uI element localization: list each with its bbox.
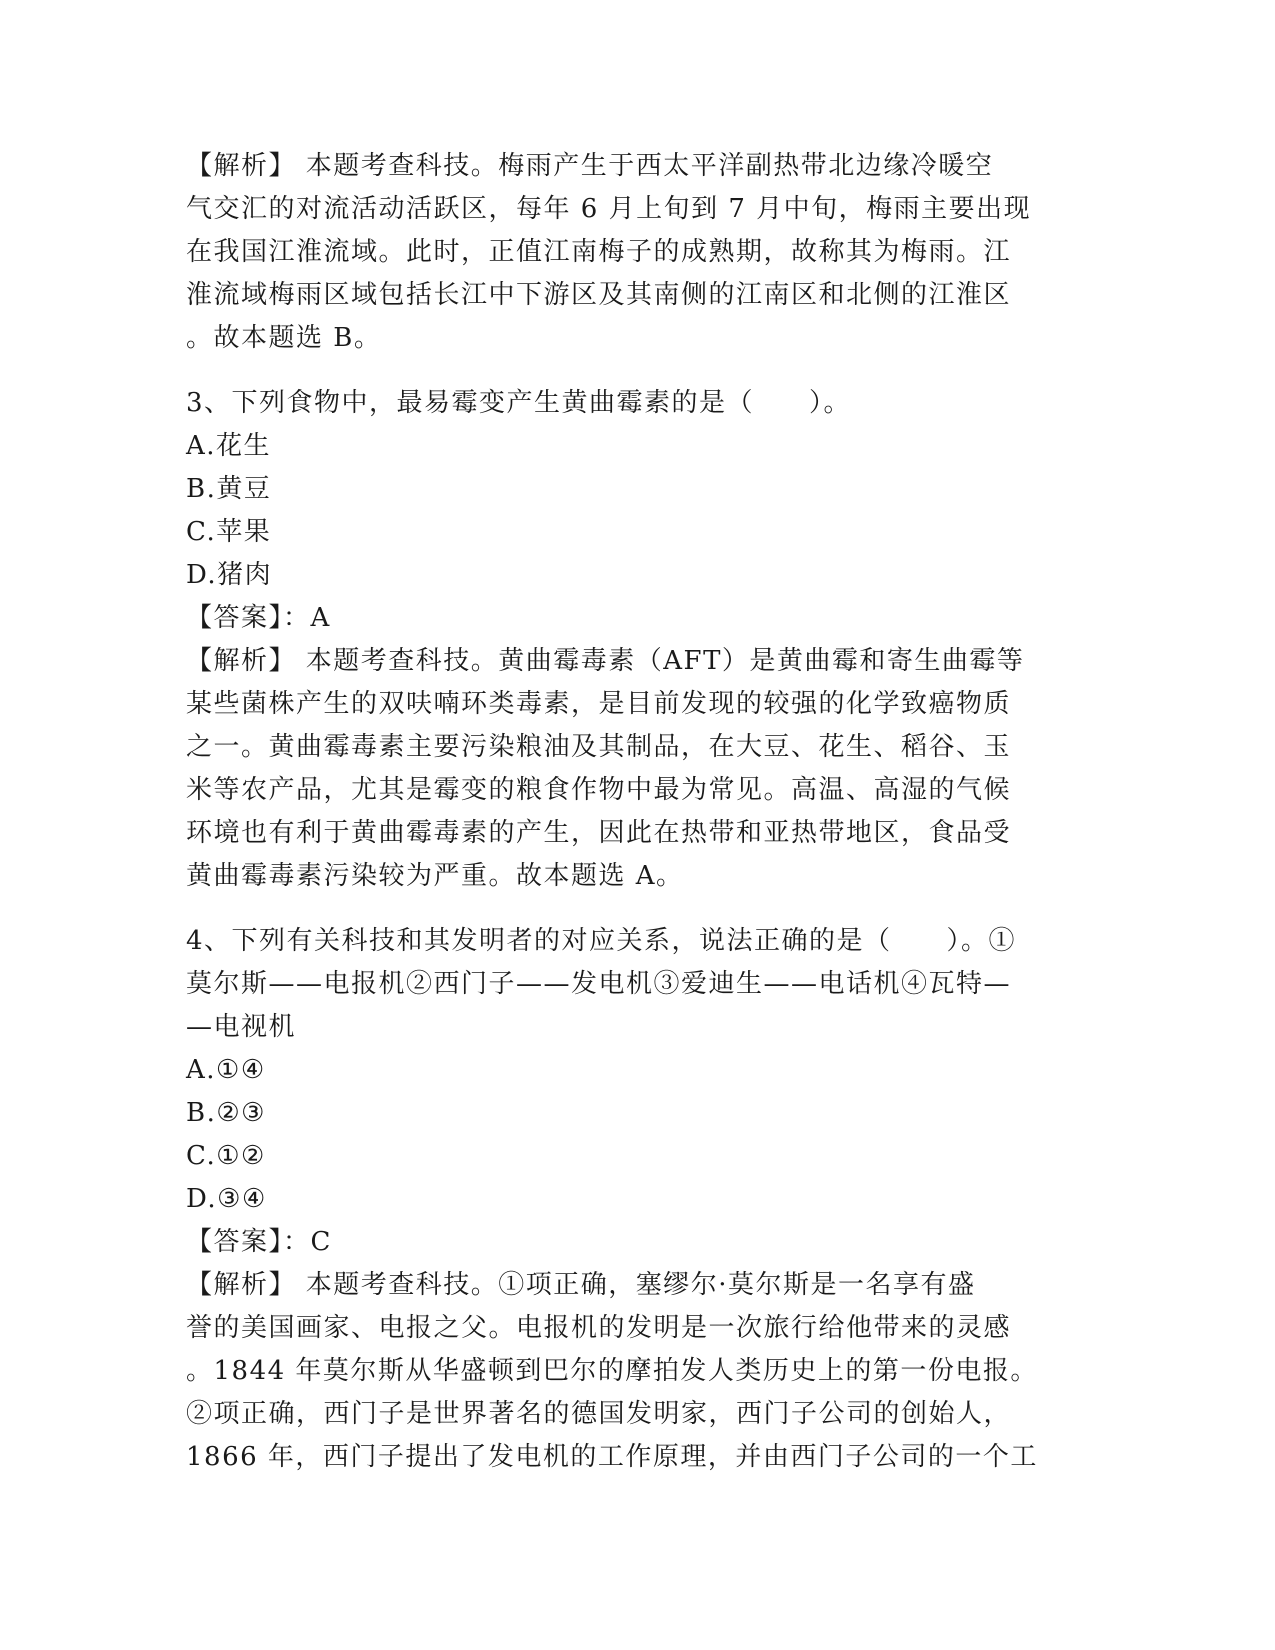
- answer-line: 【答案】：C: [186, 1227, 332, 1257]
- analysis-line: 【解析】 本题考查科技。①项正确，塞缪尔·莫尔斯是一名享有盛: [186, 1270, 976, 1300]
- answer-line: 【答案】：A: [186, 603, 331, 633]
- analysis-line: 米等农产品，尤其是霉变的粮食作物中最为常见。高温、高湿的气候: [186, 775, 1012, 805]
- option-b: B.②③: [186, 1098, 266, 1128]
- analysis-line: 黄曲霉毒素污染较为严重。故本题选 A。: [186, 861, 684, 891]
- analysis-line: 淮流域梅雨区域包括长江中下游区及其南侧的江南区和北侧的江淮区: [186, 280, 1012, 310]
- analysis-line: 【解析】 本题考查科技。黄曲霉毒素（AFT）是黄曲霉和寄生曲霉等: [186, 646, 1025, 676]
- option-d: D.猪肉: [186, 560, 273, 590]
- option-a: A.①④: [186, 1055, 266, 1085]
- analysis-line: 1866 年，西门子提出了发电机的工作原理，并由西门子公司的一个工: [186, 1442, 1038, 1472]
- analysis-line: 环境也有利于黄曲霉毒素的产生，因此在热带和亚热带地区，食品受: [186, 818, 1012, 848]
- question-4: [186, 920, 1086, 1479]
- analysis-line: 誉的美国画家、电报之父。电报机的发明是一次旅行给他带来的灵感: [186, 1313, 1012, 1343]
- analysis-line: 某些菌株产生的双呋喃环类毒素，是目前发现的较强的化学致癌物质: [186, 689, 1012, 719]
- analysis-line: 在我国江淮流域。此时，正值江南梅子的成熟期，故称其为梅雨。江: [186, 237, 1012, 267]
- question-stem: 4、下列有关科技和其发明者的对应关系，说法正确的是（ ）。①: [186, 926, 1017, 956]
- document-page: [186, 145, 1086, 1479]
- question-3: [186, 382, 1086, 898]
- analysis-line: ②项正确，西门子是世界著名的德国发明家，西门子公司的创始人，: [186, 1399, 1012, 1429]
- analysis-line: 。1844 年莫尔斯从华盛顿到巴尔的摩拍发人类历史上的第一份电报。: [186, 1356, 1038, 1386]
- option-b: B.黄豆: [186, 474, 272, 504]
- question-stem: —电视机: [186, 1012, 297, 1042]
- analysis-line: 【解析】 本题考查科技。梅雨产生于西太平洋副热带北边缘冷暖空: [186, 151, 994, 181]
- question-stem: 莫尔斯——电报机②西门子——发电机③爱迪生——电话机④瓦特—: [186, 969, 1012, 999]
- question-stem: 3、下列食物中，最易霉变产生黄曲霉素的是（ ）。: [186, 388, 852, 418]
- analysis-line: 。故本题选 B。: [186, 323, 382, 353]
- analysis-block-q2: [186, 145, 1086, 360]
- option-c: C.苹果: [186, 517, 272, 547]
- option-d: D.③④: [186, 1184, 267, 1214]
- analysis-line: 气交汇的对流活动活跃区，每年 6 月上旬到 7 月中旬，梅雨主要出现: [186, 194, 1032, 224]
- option-a: A.花生: [186, 431, 272, 461]
- analysis-line: 之一。黄曲霉毒素主要污染粮油及其制品，在大豆、花生、稻谷、玉: [186, 732, 1012, 762]
- option-c: C.①②: [186, 1141, 266, 1171]
